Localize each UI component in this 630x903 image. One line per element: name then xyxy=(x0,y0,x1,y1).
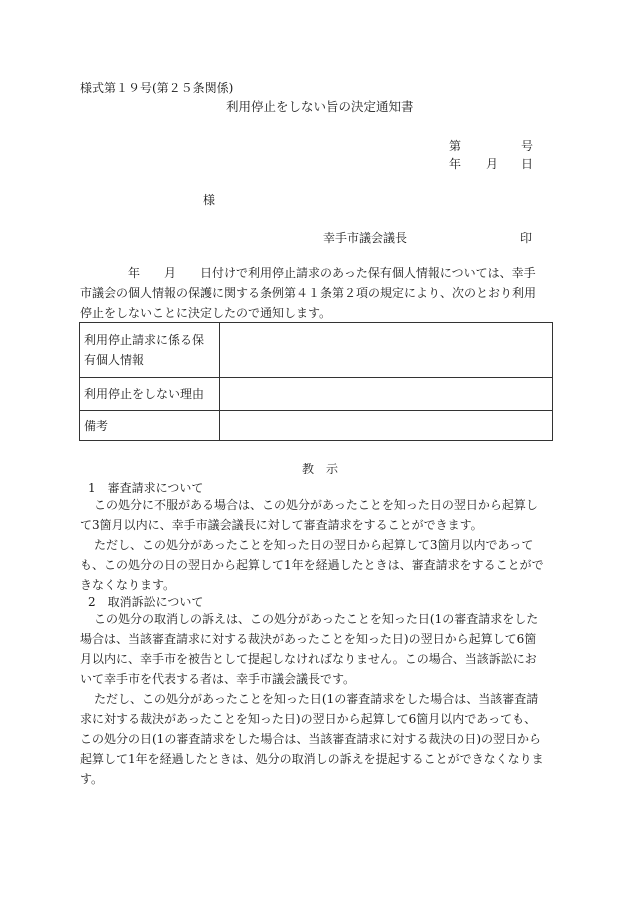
section2-p2-line: この処分の日(1の審査請求をした場合は、当該審査請求に対する裁決の日)の翌日から xyxy=(80,732,542,746)
section2-body xyxy=(80,609,552,789)
document-title: 利用停止をしない旨の決定通知書 xyxy=(226,99,414,114)
section2-p2-line: 求に対する裁決があったことを知った日)の翌日から起算して6箇月以内であっても、 xyxy=(80,712,537,726)
table-label-line: 利用停止をしない理由 xyxy=(84,387,205,401)
section1-p2-line: ただし、この処分があったことを知った日の翌日から起算して3箇月以内であって xyxy=(94,538,534,552)
intro-line: 市議会の個人情報の保護に関する条例第４１条第２項の規定により、次のとおり利用 xyxy=(80,286,537,300)
table-label-cell xyxy=(80,378,220,411)
section2-p2-line: す。 xyxy=(80,772,104,786)
intro-paragraph xyxy=(80,263,552,323)
form-number: 様式第１９号(第２５条関係) xyxy=(80,81,234,95)
table-label-line: 有個人情報 xyxy=(84,353,145,367)
table-label-cell xyxy=(80,411,220,441)
section1-p1-line: て3箇月以内に、幸手市議会議長に対して審査請求をすることができます。 xyxy=(80,518,483,532)
table-value-cell[interactable] xyxy=(220,411,553,441)
section1-p2-line: きなくなります。 xyxy=(80,578,176,592)
intro-line: 年 月 日付けで利用停止請求のあった保有個人情報については、幸手 xyxy=(128,266,536,280)
section2-p1-line: いて幸手市を代表する者は、幸手市議会議長です。 xyxy=(80,672,356,686)
intro-line: 停止をしないことに決定したので通知します。 xyxy=(80,306,332,320)
date-year-label: 年 xyxy=(449,157,462,171)
section2-p1-line: 月以内に、幸手市を被告として提起しなければなりません。この場合、当該訴訟にお xyxy=(80,652,537,666)
kyoji-title: 教 示 xyxy=(302,462,339,476)
section2-p2-line: ただし、この処分があったことを知った日(1の審査請求をした場合は、当該審査請 xyxy=(94,692,539,706)
reference-go: 号 xyxy=(521,139,534,153)
addressee-sama: 様 xyxy=(203,193,216,207)
section1-p2-line: も、この処分の日の翌日から起算して1年を経過したときは、審査請求をすることがで xyxy=(80,558,544,572)
info-table xyxy=(79,322,553,441)
table-row xyxy=(80,378,553,411)
seal-mark: 印 xyxy=(520,231,533,245)
table-label-line: 利用停止請求に係る保 xyxy=(84,333,205,347)
section1-p1-line: この処分に不服がある場合は、この処分があったことを知った日の翌日から起算し xyxy=(94,498,538,512)
date-month-label: 月 xyxy=(486,157,499,171)
section2-p2-line: 起算して1年を経過したときは、処分の取消しの訴えを提起することができなくなりま xyxy=(80,752,544,766)
section1-heading: 1 審査請求について xyxy=(88,481,204,495)
table-value-cell[interactable] xyxy=(220,378,553,411)
table-label-line: 備考 xyxy=(84,418,109,433)
section1-body xyxy=(80,495,552,595)
section2-p1-line: 場合は、当該審査請求に対する裁決があったことを知った日)の翌日から起算して6箇 xyxy=(80,632,537,646)
table-row xyxy=(80,323,553,378)
section2-p1-line: この処分の取消しの訴えは、この処分があったことを知った日(1の審査請求をした xyxy=(94,612,539,626)
table-label-cell xyxy=(80,323,220,378)
sender-name: 幸手市議会議長 xyxy=(323,231,408,245)
section2-heading: 2 取消訴訟について xyxy=(88,595,204,609)
table-value-cell[interactable] xyxy=(220,323,553,378)
date-day-label: 日 xyxy=(521,157,534,171)
reference-dai: 第 xyxy=(449,139,462,153)
table-row xyxy=(80,411,553,441)
